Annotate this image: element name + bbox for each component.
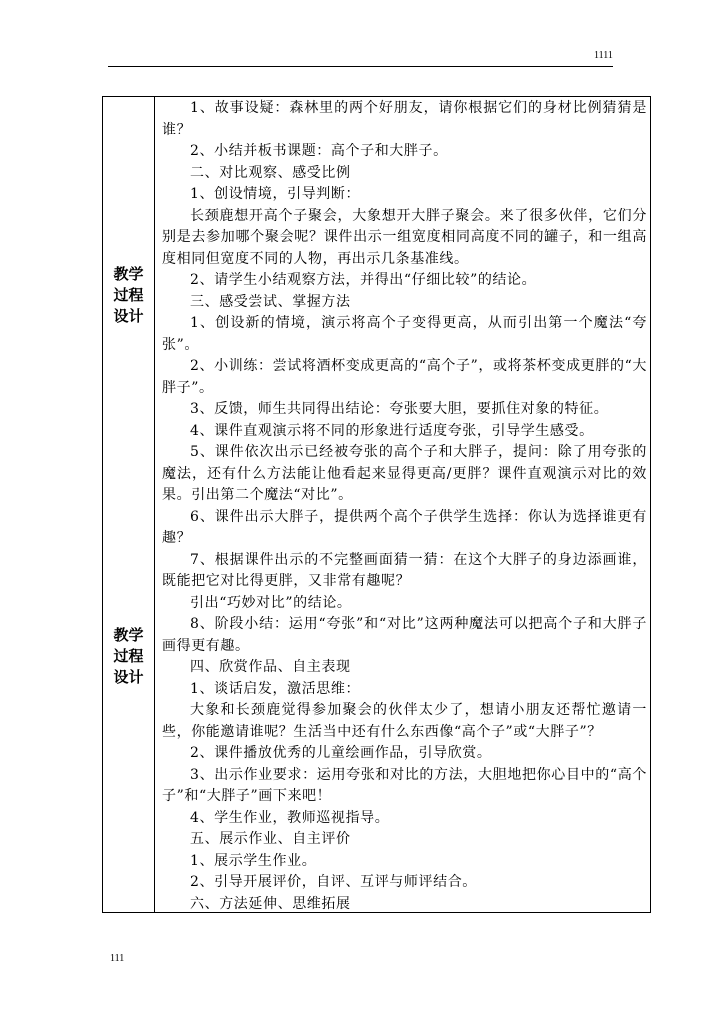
paragraph: 2、小结并板书课题：高个子和大胖子。 [190,143,448,159]
row-label-teaching-process [103,264,154,327]
paragraph: 1、故事设疑：森林里的两个好朋友，请你根据它们的身材比例猜猜是谁？ [162,100,647,138]
paragraph: 1、谈话启发，激活思维： [190,680,361,697]
paragraph: 引出“巧妙对比”的结论。 [190,594,352,611]
paragraph: 1、展示学生作业。 [190,852,317,869]
row-label-teaching-process-2 [103,625,154,688]
paragraph: 1、创设情境，引导判断： [190,186,361,202]
label-line-1: 教学 [113,265,144,283]
section-heading: 二、对比观察、感受比例 [190,164,351,181]
footer-page-number: 111 [110,953,125,964]
lesson-plan-table [102,96,651,913]
section-heading: 三、感受尝试、掌握方法 [190,293,351,310]
paragraph: 2、小训练：尝试将酒杯变成更高的“高个子”，或将茶杯变成更胖的“大胖子”。 [162,358,647,396]
label-line-3: 设计 [113,307,144,325]
paragraph: 2、课件播放优秀的儿童绘画作品，引导欣赏。 [190,745,492,761]
section-heading: 四、欣赏作品、自主表现 [190,659,351,675]
paragraph: 2、引导开展评价，自评、互评与师评结合。 [190,874,477,890]
paragraph: 3、反馈，师生共同得出结论：夸张要大胆，要抓住对象的特征。 [190,401,609,417]
label-line-1: 教学 [113,626,144,644]
paragraph: 5、课件依次出示已经被夸张的高个子和大胖子，提问：除了用夸张的魔法，还有什么方法能让他看起来显得更高/更胖？课件直观演示对比的效果。引出第二个魔法“对比”。 [162,444,647,503]
paragraph: 4、课件直观演示将不同的形象进行适度夸张，引导学生感受。 [190,422,594,439]
paragraph: 8、阶段小结：运用“夸张”和“对比”这两种魔法可以把高个子和大胖子画得更有趣。 [162,616,647,654]
label-line-2: 过程 [113,647,144,665]
lesson-content [162,98,647,915]
paragraph: 7、根据课件出示的不完整画面猜一猜：在这个大胖子的身边添画谁，既能把它对比得更胖，又非常有趣呢？ [162,551,647,589]
paragraph: 长颈鹿想开高个子聚会，大象想开大胖子聚会。来了很多伙伴，它们分别是去参加哪个聚会呢？课件出示一组宽度相同高度不同的罐子，和一组高度相同但宽度不同的人物，再出示几条基准线。 [162,207,647,267]
paragraph: 大象和长颈鹿觉得参加聚会的伙伴太少了，想请小朋友还帮忙邀请一些，你能邀请谁呢？生活当中还有什么东西像“高个子”或“大胖子”？ [162,702,647,740]
paragraph: 6、课件出示大胖子，提供两个高个子供学生选择：你认为选择谁更有趣？ [162,508,647,546]
section-heading: 六、方法延伸、思维拓展 [190,895,351,912]
paragraph: 3、出示作业要求：运用夸张和对比的方法，大胆地把你心目中的“高个子”和“大胖子”画下来吧！ [162,766,647,804]
column-divider [154,97,155,912]
section-heading: 五、展示作业、自主评价 [190,831,351,847]
header-page-number: 1111 [594,50,613,61]
header-rule [108,66,613,67]
paragraph: 2、请学生小结观察方法，并得出“仔细比较”的结论。 [190,272,537,288]
label-line-2: 过程 [113,286,144,304]
paragraph: 4、学生作业，教师巡视指导。 [190,809,390,826]
label-line-3: 设计 [113,668,144,686]
paragraph: 1、创设新的情境，演示将高个子变得更高，从而引出第一个魔法“夸张”。 [162,315,647,353]
